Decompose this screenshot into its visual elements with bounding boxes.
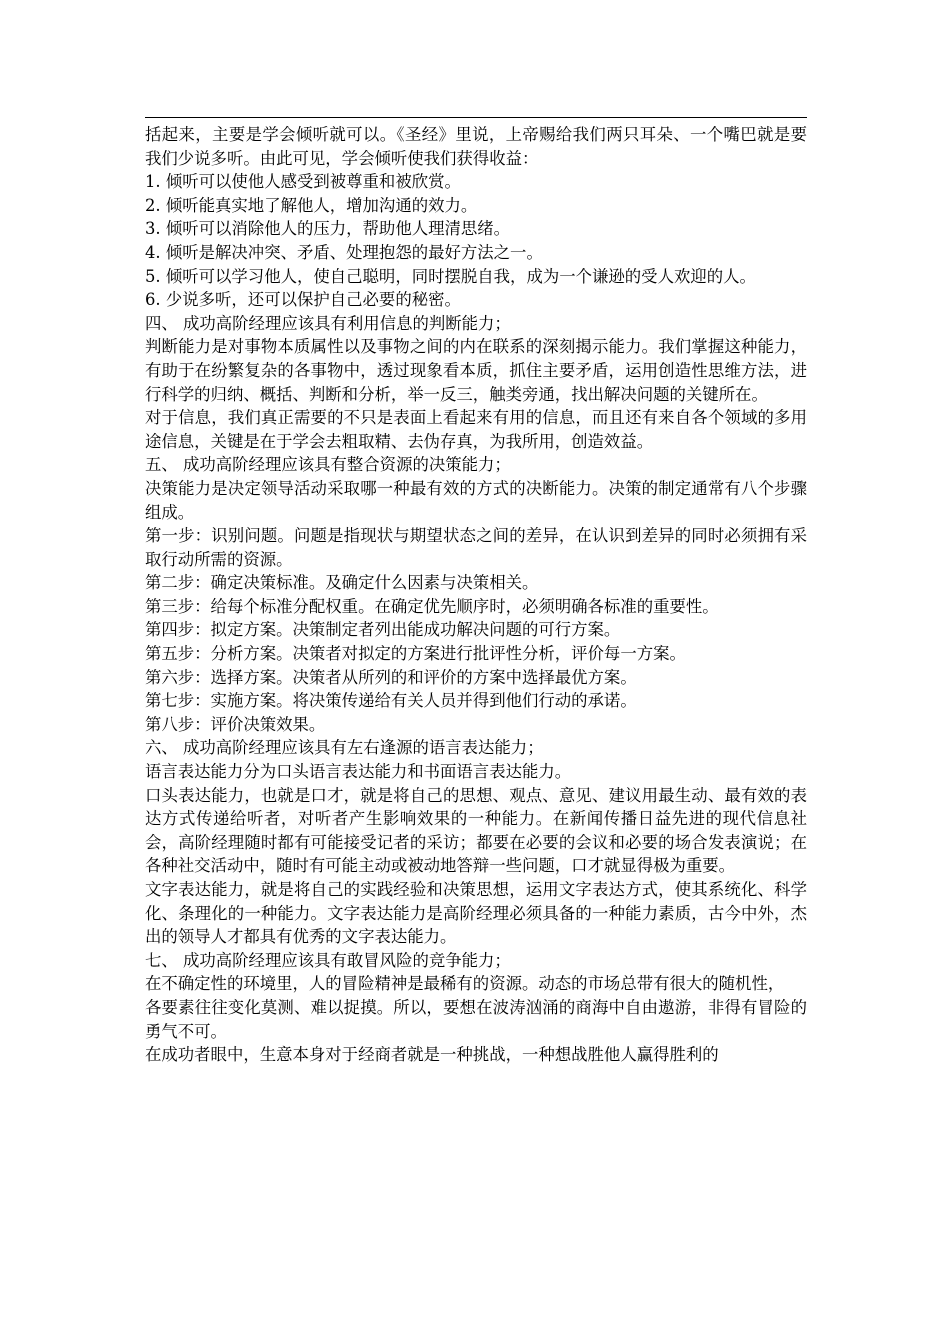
paragraph: 各要素往往变化莫测、难以捉摸。所以，要想在波涛汹涌的商海中自由遨游，非得有冒险的勇气不可。 (145, 997, 807, 1041)
list-item: 4. 倾听是解决冲突、矛盾、处理抱怨的最好方法之一。 (145, 242, 543, 262)
step-item: 第八步：评价决策效果。 (145, 714, 326, 734)
paragraph: 对于信息，我们真正需要的不只是表面上看起来有用的信息，而且还有来自各个领域的多用途信息，关键是在于学会去粗取精、去伪存真，为我所用，创造效益。 (145, 408, 807, 451)
list-item: 2. 倾听能真实地了解他人，增加沟通的效力。 (145, 195, 478, 215)
step-item: 第七步：实施方案。将决策传递给有关人员并得到他们行动的承诺。 (145, 691, 637, 711)
step-item: 第六步：选择方案。决策者从所列的和评价的方案中选择最优方案。 (145, 667, 637, 687)
paragraph: 在成功者眼中，生意本身对于经商者就是一种挑战，一种想战胜他人赢得胜利的 (145, 1045, 719, 1065)
list-item: 5. 倾听可以学习他人，使自己聪明，同时摆脱自我，成为一个谦逊的受人欢迎的人。 (145, 266, 756, 286)
paragraph: 口头表达能力，也就是口才，就是将自己的思想、观点、意见、建议用最生动、最有效的表达方式传递给听者，对听者产生影响效果的一种能力。在新闻传播日益先进的现代信息社会，高阶经理随时都有可能接受记者的采访；都要在必要的会议和必要的场合发表演说；在各种社交活动中，随时有可能主动或被动地答辩一些问题，口才就显得极为重要。 (145, 785, 807, 876)
paragraph: 括起来，主要是学会倾听就可以。《圣经》里说，上帝赐给我们两只耳朵、一个嘴巴就是要我们少说多听。由此可见，学会倾听使我们获得收益： (145, 125, 807, 168)
section-heading: 六、 成功高阶经理应该具有左右逢源的语言表达能力； (145, 738, 544, 758)
header-rule (145, 117, 807, 118)
paragraph: 在不确定性的环境里，人的冒险精神是最稀有的资源。动态的市场总带有很大的随机性， (145, 974, 785, 994)
step-item: 第三步：给每个标准分配权重。在确定优先顺序时，必须明确各标准的重要性。 (145, 596, 719, 616)
document-body (145, 123, 807, 1067)
list-item: 6. 少说多听，还可以保护自己必要的秘密。 (145, 290, 461, 310)
step-item: 第五步：分析方案。决策者对拟定的方案进行批评性分析，评价每一方案。 (145, 644, 686, 664)
section-heading: 七、 成功高阶经理应该具有敢冒风险的竞争能力； (145, 950, 511, 970)
paragraph: 文字表达能力，就是将自己的实践经验和决策思想，运用文字表达方式，使其系统化、科学化、条理化的一种能力。文字表达能力是高阶经理必须具备的一种能力素质，古今中外，杰出的领导人才都具有优秀的文字表达能力。 (145, 880, 807, 947)
list-item: 3. 倾听可以消除他人的压力，帮助他人理清思绪。 (145, 219, 511, 239)
step-item: 第二步：确定决策标准。及确定什么因素与决策相关。 (145, 573, 539, 593)
paragraph: 决策能力是决定领导活动采取哪一种最有效的方式的决断能力。决策的制定通常有八个步骤组成。 (145, 478, 807, 522)
step-item: 第一步：识别问题。问题是指现状与期望状态之间的差异，在认识到差异的同时必须拥有采取行动所需的资源。 (145, 526, 807, 569)
paragraph: 语言表达能力分为口头语言表达能力和书面语言表达能力。 (145, 762, 572, 782)
section-heading: 四、 成功高阶经理应该具有利用信息的判断能力； (145, 313, 511, 333)
step-item: 第四步：拟定方案。决策制定者列出能成功解决问题的可行方案。 (145, 620, 621, 640)
list-item: 1. 倾听可以使他人感受到被尊重和被欣赏。 (145, 172, 461, 192)
section-heading: 五、 成功高阶经理应该具有整合资源的决策能力； (145, 455, 511, 475)
paragraph: 判断能力是对事物本质属性以及事物之间的内在联系的深刻揭示能力。我们掌握这种能力，有助于在纷繁复杂的各事物中，透过现象看本质，抓住主要矛盾，运用创造性思维方法，进行科学的归纳、概括、判断和分析，举一反三，触类旁通，找出解决问题的关键所在。 (145, 337, 807, 404)
